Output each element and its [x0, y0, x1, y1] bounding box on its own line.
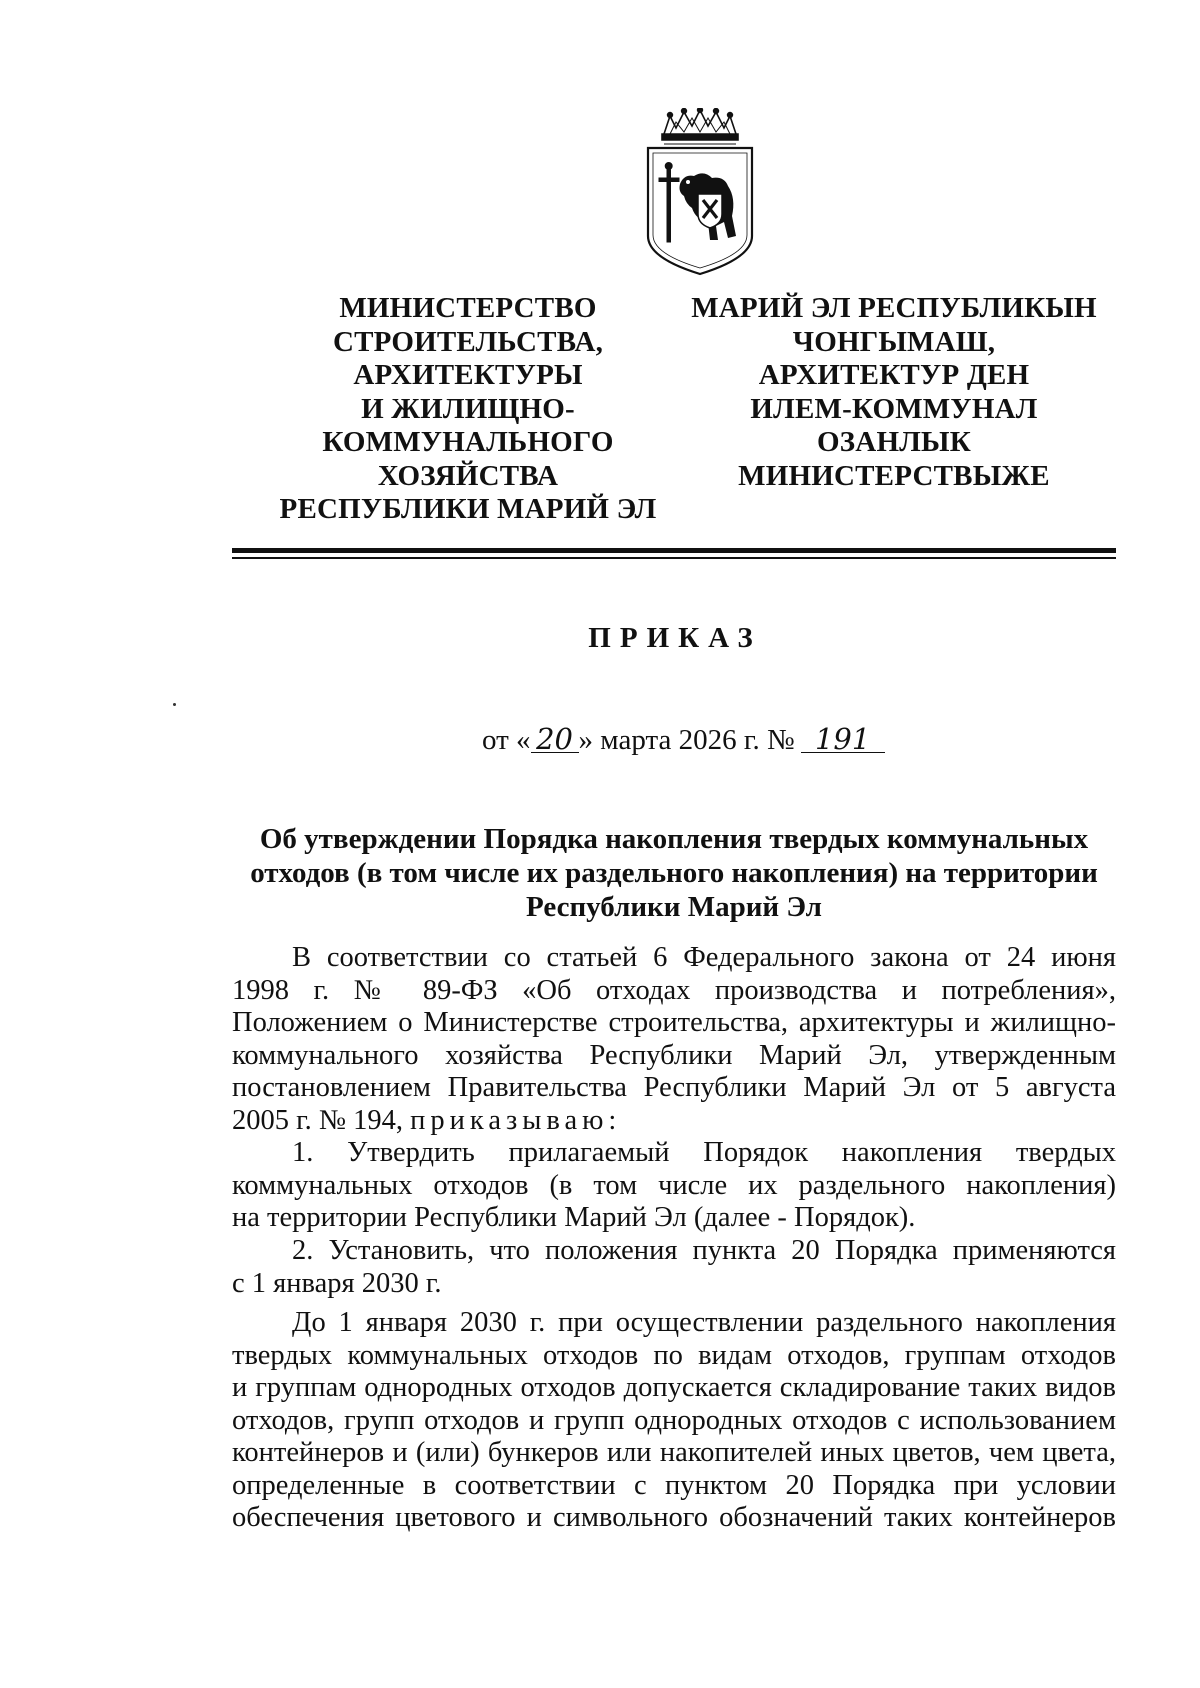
document-type-title: ПРИКАЗ: [588, 622, 762, 654]
text-line: определенные в соответствии с пунктом 20 Порядка при условии: [232, 1469, 1116, 1501]
text-line: на территории Республики Марий Эл (далее - Порядок).: [232, 1202, 916, 1233]
text-line: отходов, групп отходов и групп однородных отходов с использованием: [232, 1404, 1116, 1436]
scan-speck: [173, 703, 176, 706]
paragraph-preamble: [232, 942, 1116, 1137]
subject-line: отходов (в том числе их раздельного накопления) на территории: [250, 857, 1098, 889]
org-line: ИЛЕМ-КОММУНАЛ: [750, 392, 1038, 425]
org-line: ОЗАНЛЫК: [817, 426, 971, 458]
text-line: с 1 января 2030 г.: [232, 1267, 442, 1299]
paragraph-transition: [232, 1307, 1116, 1535]
org-line: МИНИСТЕРСТВЫЖЕ: [738, 459, 1050, 492]
org-line: И ЖИЛИЩНО-: [361, 392, 575, 425]
text-line: [232, 1105, 1116, 1138]
subject-line: Об утверждении Порядка накопления твердых коммунальных: [259, 823, 1089, 855]
order-word: приказываю:: [410, 1104, 622, 1136]
text-line: В соответствии со статьей 6 Федерального закона от 24 июня: [292, 942, 1116, 973]
paragraph-item-1: [232, 1137, 1116, 1235]
text-line: 2. Установить, что положения пункта 20 Порядка применяются: [292, 1235, 1116, 1266]
text-line: твердых коммунальных отходов по видам отходов, группам отходов: [232, 1339, 1116, 1371]
text-line: 1998 г. № 89-ФЗ «Об отходах производства и потребления»,: [232, 974, 1116, 1006]
text-line: коммунального хозяйства Республики Марий Эл, утвержденным: [232, 1039, 1116, 1071]
small-shield-icon: [698, 194, 722, 228]
order-date-number-line: [482, 724, 885, 757]
org-line: РЕСПУБЛИКИ МАРИЙ ЭЛ: [279, 493, 657, 525]
crown-icon: [662, 108, 738, 144]
org-line: МИНИСТЕРСТВО: [339, 292, 597, 324]
subject-line: Республики Марий Эл: [526, 891, 822, 923]
paragraph-item-2: [232, 1235, 1116, 1300]
text-line: 1. Утвердить прилагаемый Порядок накопления твердых: [292, 1137, 1116, 1168]
text-line: постановлением Правительства Республики Марий Эл от 5 августа: [232, 1072, 1116, 1103]
ministry-name-mari: [684, 292, 1104, 493]
org-line: МАРИЙ ЭЛ РЕСПУБЛИКЫН: [691, 292, 1097, 324]
text-span: 2005 г. № 194,: [232, 1104, 404, 1136]
org-line: АРХИТЕКТУРЫ: [353, 359, 583, 391]
text-line: и группам однородных отходов допускается складирование таких видов: [232, 1372, 1116, 1403]
text-line: контейнеров и (или) бункеров или накопителей иных цветов, чем цвета,: [232, 1437, 1116, 1468]
org-line: СТРОИТЕЛЬСТВА,: [332, 325, 604, 358]
text-line: коммунальных отходов (в том числе их раздельного накопления): [232, 1169, 1116, 1201]
ministry-name-russian: [268, 292, 668, 527]
header-divider-thick: [232, 548, 1116, 553]
org-line: АРХИТЕКТУР ДЕН: [758, 359, 1030, 391]
order-subject-title: [232, 822, 1116, 924]
coat-of-arms-emblem: [640, 108, 760, 276]
handwritten-day: 20: [531, 726, 579, 753]
text-line: До 1 января 2030 г. при осуществлении раздельного накопления: [292, 1307, 1116, 1338]
handwritten-order-number: 191: [801, 726, 885, 753]
text-line: Положением о Министерстве строительства, архитектуры и жилищно-: [232, 1007, 1116, 1038]
date-month-year: » марта 2026 г. №: [578, 724, 795, 756]
text-line: обеспечения цветового и символьного обозначений таких контейнеров: [232, 1502, 1116, 1533]
header-divider-thin: [232, 557, 1116, 559]
org-line: ХОЗЯЙСТВА: [377, 459, 559, 492]
org-line: ЧОНГЫМАШ,: [792, 325, 996, 358]
org-line: КОММУНАЛЬНОГО: [322, 426, 614, 458]
date-prefix: от «: [482, 724, 531, 756]
